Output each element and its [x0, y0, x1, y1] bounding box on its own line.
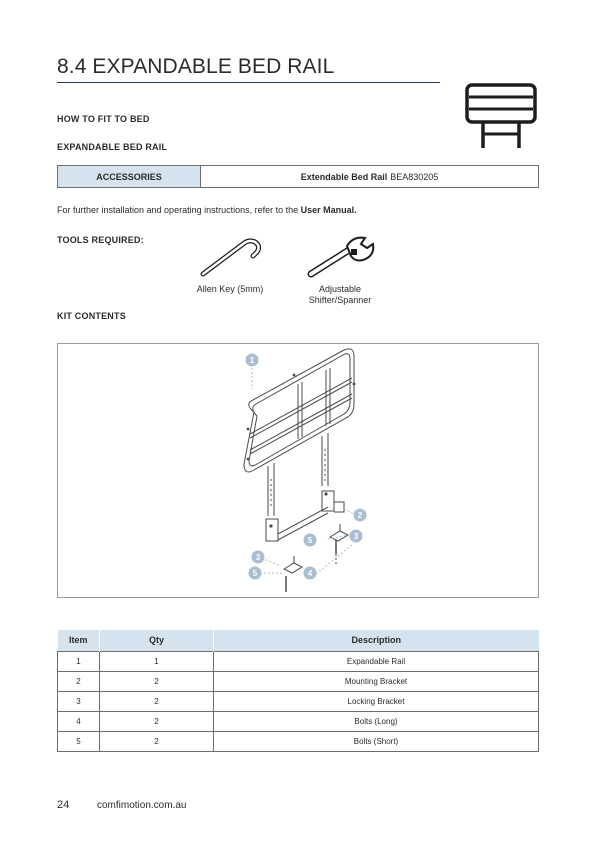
cell-description: Mounting Bracket	[214, 671, 539, 691]
cell-item: 3	[58, 691, 100, 711]
spanner-icon	[303, 232, 377, 280]
callout-3a	[350, 530, 363, 543]
allen-key-icon	[195, 232, 265, 280]
parts-table	[57, 630, 539, 752]
product-subheading: EXPANDABLE BED RAIL	[57, 142, 168, 152]
cell-description: Bolts (Long)	[214, 711, 539, 731]
tool-spanner	[290, 232, 390, 306]
cell-qty: 1	[100, 651, 214, 671]
tool-spanner-label-1: Adjustable	[318, 284, 362, 294]
table-row	[58, 651, 539, 671]
title-divider	[57, 82, 440, 83]
kit-contents-diagram	[57, 343, 539, 598]
accessory-product-name: Extendable Bed Rail	[300, 171, 388, 182]
svg-text:5: 5	[252, 569, 258, 578]
instructions-text	[57, 205, 357, 215]
instructions-body: For further installation and operating instructions, refer to the	[57, 205, 299, 215]
svg-text:5: 5	[307, 536, 313, 545]
cell-item: 2	[58, 671, 100, 691]
cell-description: Locking Bracket	[214, 691, 539, 711]
cell-qty: 2	[100, 671, 214, 691]
callout-5b	[249, 567, 262, 580]
accessories-label: ACCESSORIES	[58, 166, 200, 187]
accessory-product-code: BEA830205	[390, 171, 439, 182]
cell-item: 5	[58, 731, 100, 751]
cell-qty: 2	[100, 711, 214, 731]
cell-qty: 2	[100, 691, 214, 711]
callout-1	[246, 354, 259, 367]
table-row	[58, 711, 539, 731]
footer-website: comfimotion.com.au	[97, 800, 187, 811]
user-manual-reference: User Manual.	[300, 205, 357, 215]
table-row	[58, 671, 539, 691]
table-row	[58, 691, 539, 711]
svg-text:1: 1	[249, 356, 255, 365]
accessories-value	[200, 166, 538, 187]
callout-5a	[304, 534, 317, 547]
tool-allen-key-label: Allen Key (5mm)	[196, 284, 264, 294]
cell-description: Bolts (Short)	[214, 731, 539, 751]
callout-2	[354, 509, 367, 522]
page-title: 8.4 EXPANDABLE BED RAIL	[57, 55, 335, 78]
cell-item: 4	[58, 711, 100, 731]
svg-text:2: 2	[357, 511, 363, 520]
svg-text:3: 3	[255, 553, 261, 562]
table-row	[58, 731, 539, 751]
header-description: Description	[214, 630, 539, 651]
tool-spanner-label-2: Shifter/Spanner	[308, 295, 372, 305]
parts-table-header	[58, 630, 539, 651]
page-number: 24	[57, 799, 70, 811]
kit-contents-heading: KIT CONTENTS	[57, 311, 126, 321]
bed-rail-icon	[463, 82, 539, 152]
header-item: Item	[58, 630, 100, 651]
accessories-table	[57, 165, 539, 188]
header-qty: Qty	[100, 630, 214, 651]
exploded-view-illustration	[58, 344, 540, 599]
cell-item: 1	[58, 651, 100, 671]
cell-description: Expandable Rail	[214, 651, 539, 671]
how-to-fit-heading: HOW TO FIT TO BED	[57, 114, 150, 124]
svg-text:4: 4	[307, 569, 313, 578]
callout-3b	[252, 551, 265, 564]
cell-qty: 2	[100, 731, 214, 751]
callout-4	[304, 567, 317, 580]
svg-text:3: 3	[353, 532, 359, 541]
tools-heading: TOOLS REQUIRED:	[57, 235, 144, 245]
tool-allen-key	[180, 232, 280, 295]
